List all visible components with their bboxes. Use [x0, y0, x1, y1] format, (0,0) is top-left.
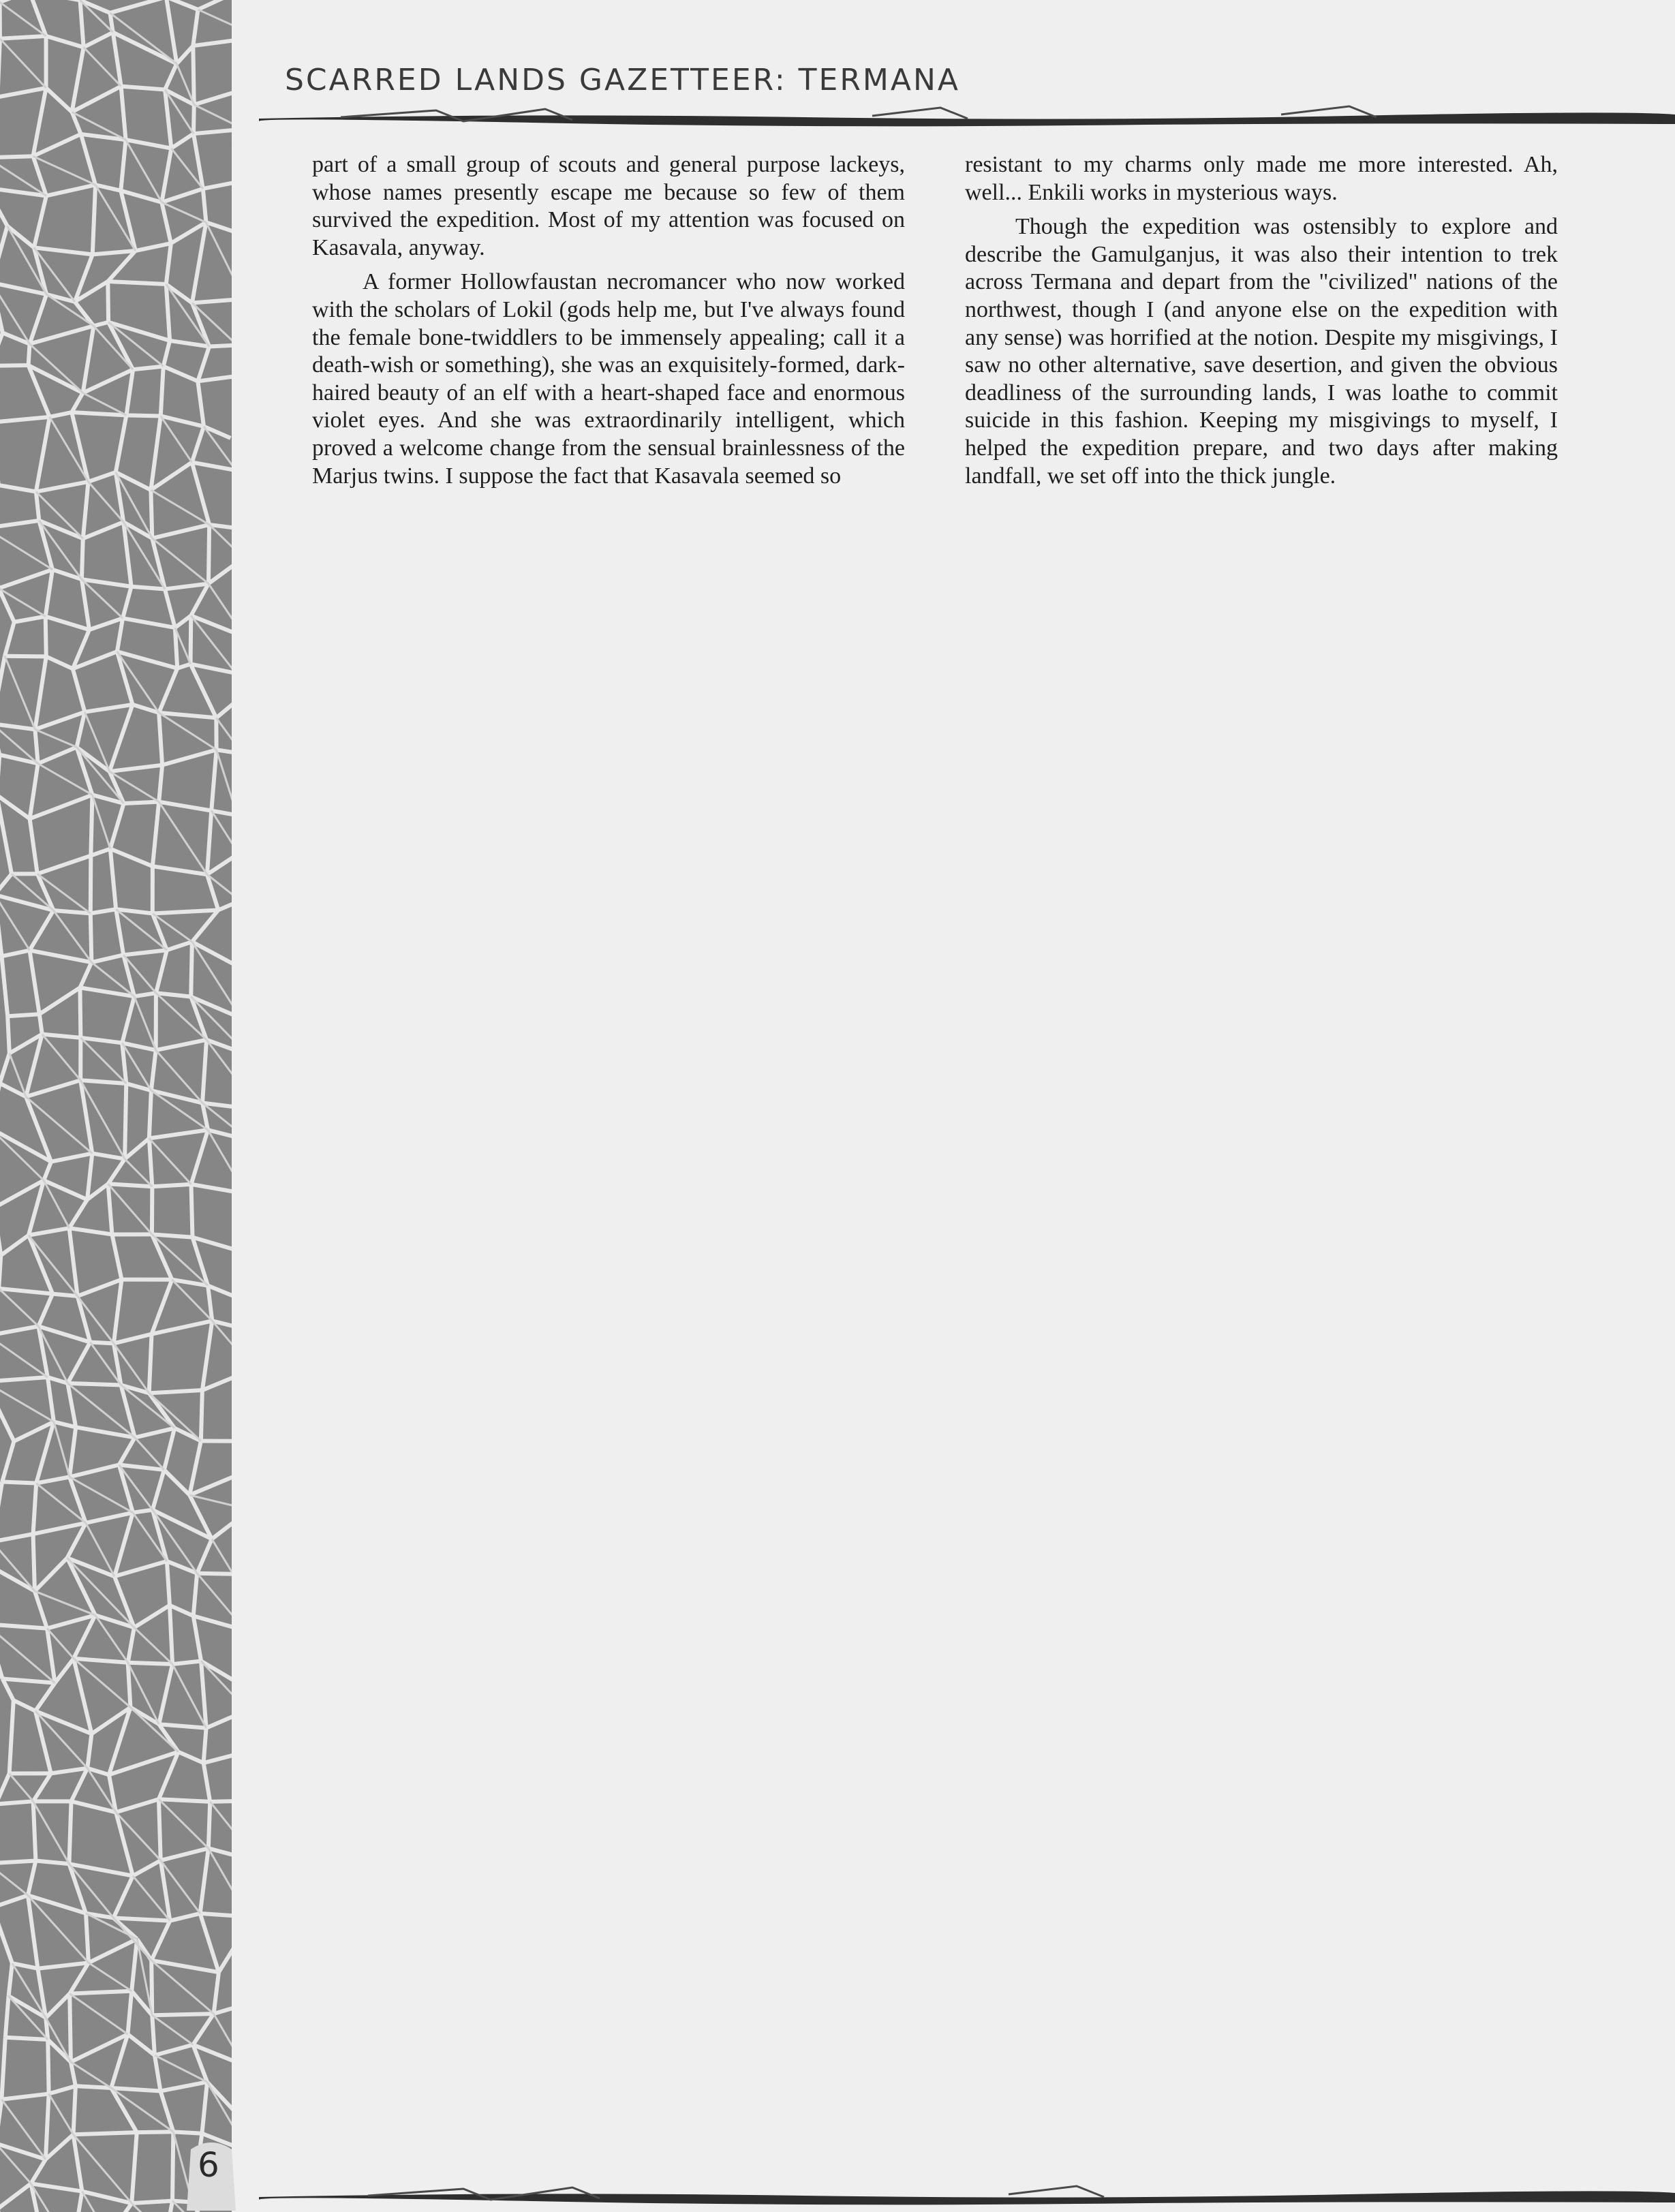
page-number: 6 [198, 2145, 219, 2185]
paragraph: resistant to my charms only made me more interested. Ah, well... Enkili works in mysterious ways. [965, 152, 1558, 205]
running-header-title: SCARRED LANDS GAZETTEER: TERMANA [285, 63, 960, 97]
cracked-stone-texture [0, 0, 259, 2212]
cracked-stone-border [0, 0, 259, 2212]
text-column-right [965, 151, 1558, 497]
paragraph: part of a small group of scouts and general purpose lackeys, whose names presently escape me because so few of them survived the expedition. Most of my attention was focused on Kasavala, anyway. [312, 152, 905, 260]
text-column-left [312, 151, 905, 497]
header-decorative-rule [259, 101, 1675, 135]
footer-decorative-rule [259, 2181, 1675, 2212]
paragraph: Though the expedition was ostensibly to explore and describe the Gamulganjus, it was also their intention to trek across Termana and depart from the "civilized" nations of the northwest, though I (and anyone else on the expedition with any sense) was horrified at the notion. Despite my misgivings, I saw no other alternative, save desertion, and given the obvious deadliness of the surrounding lands, I was loathe to commit suicide in this fashion. Keeping my misgivings to myself, I helped the expedition prepare, and two days after making landfall, we set off into the thick jungle. [965, 214, 1558, 489]
paragraph: A former Hollowfaustan necromancer who now worked with the scholars of Lokil (gods help me, but I've always found the female bone-twiddlers to be immensely appealing; call it a death-wish or something), she was an exquisitely-formed, dark-haired beauty of an elf with a heart-shaped face and enormous violet eyes. And she was extraordinarily intelligent, which proved a welcome change from the sensual brainlessness of the Marjus twins. I suppose the fact that Kasavala seemed so [312, 269, 905, 489]
torn-paper-edge [225, 0, 252, 2212]
